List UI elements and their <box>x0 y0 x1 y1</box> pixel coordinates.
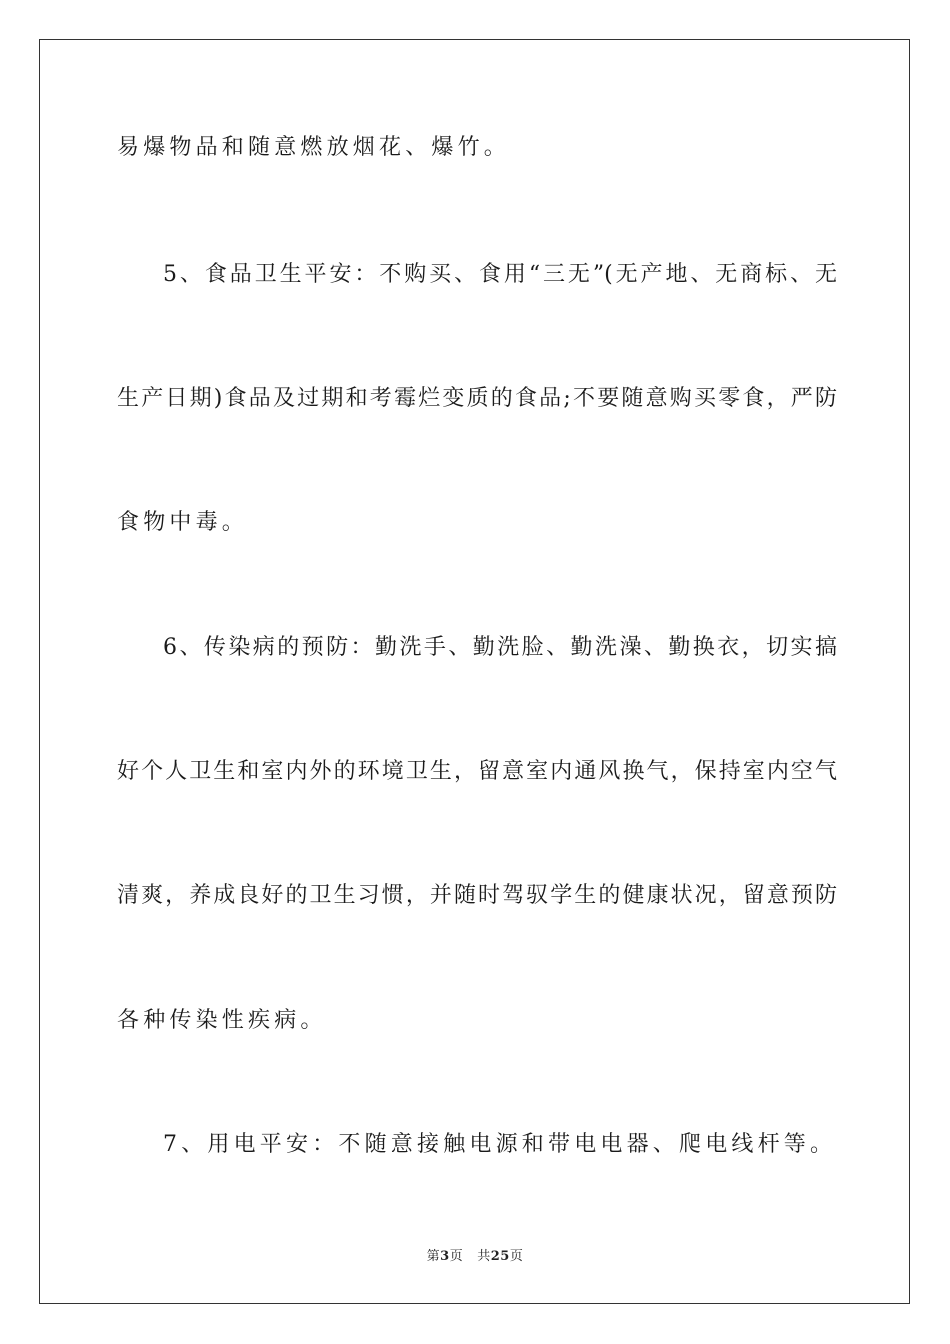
page-border <box>39 39 910 1304</box>
paragraph-line: 7、用电平安：不随意接触电源和带电电器、爬电线杆等。 <box>163 1132 837 1157</box>
paragraph-line: 易爆物品和随意燃放烟花、爆竹。 <box>117 135 511 160</box>
paragraph-line: 生产日期)食品及过期和考霉烂变质的食品;不要随意购买零食，严防 <box>117 386 837 411</box>
current-page-number: 3 <box>440 1249 450 1264</box>
paragraph-line: 6、传染病的预防：勤洗手、勤洗脸、勤洗澡、勤换衣，切实搞 <box>163 635 837 660</box>
paragraph-line: 各种传染性疾病。 <box>117 1008 327 1033</box>
paragraph-line: 好个人卫生和室内外的环境卫生，留意室内通风换气，保持室内空气 <box>117 759 837 784</box>
paragraph-line: 清爽，养成良好的卫生习惯，并随时驾驭学生的健康状况，留意预防 <box>117 883 837 908</box>
paragraph-line: 食物中毒。 <box>117 510 249 535</box>
page-number-footer <box>0 1248 950 1266</box>
page-prefix: 第 <box>426 1249 441 1264</box>
total-suffix: 页 <box>509 1249 524 1264</box>
total-prefix: 共 <box>477 1249 491 1264</box>
total-page-count: 25 <box>490 1249 510 1264</box>
page-suffix: 页 <box>449 1249 464 1264</box>
paragraph-line: 5、食品卫生平安：不购买、食用“三无”(无产地、无商标、无 <box>163 262 837 287</box>
